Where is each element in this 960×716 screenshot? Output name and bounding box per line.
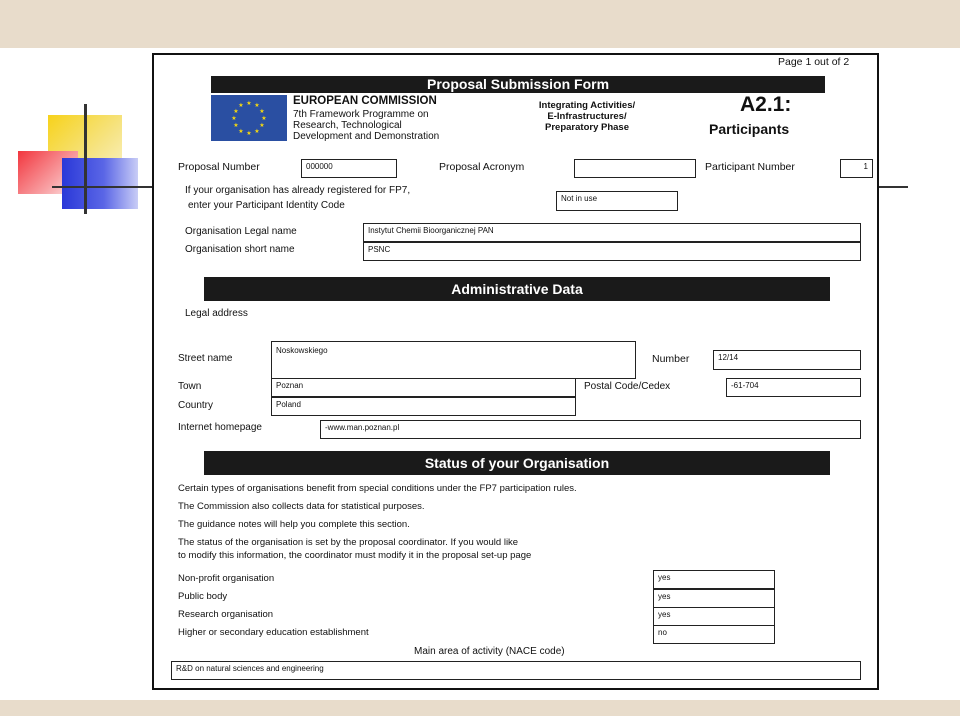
status-bar: Status of your Organisation: [204, 451, 830, 475]
page-indicator: Page 1 out of 2: [778, 56, 850, 68]
svg-text:★: ★: [254, 102, 260, 109]
pic-instruction-line-1: If your organisation has already registered for FP7,: [185, 185, 411, 196]
svg-text:★: ★: [259, 122, 265, 129]
postal-code-field[interactable]: -61-704: [726, 378, 861, 397]
programme-line-2: Research, Technological: [293, 120, 402, 131]
short-name-label: Organisation short name: [185, 244, 295, 255]
activity-block: [517, 100, 657, 133]
svg-text:★: ★: [261, 115, 267, 122]
proposal-form: [152, 53, 879, 690]
svg-text:★: ★: [246, 100, 252, 107]
participant-number-label: Participant Number: [705, 161, 795, 173]
status-text-line-2: The Commission also collects data for statistical purposes.: [178, 501, 425, 512]
status-row-label-nonprofit: Non-profit organisation: [178, 573, 275, 584]
nace-field[interactable]: R&D on natural sciences and engineering: [171, 661, 861, 680]
activity-line-1: Integrating Activities/: [538, 100, 636, 111]
pic-field[interactable]: Not in use: [556, 191, 678, 211]
postal-code-label: Postal Code/Cedex: [584, 381, 671, 392]
decor-blue-square: [62, 158, 138, 209]
country-label: Country: [178, 400, 214, 411]
administrative-data-bar: Administrative Data: [204, 277, 830, 301]
short-name-field[interactable]: PSNC: [363, 242, 861, 261]
eu-flag-icon: [211, 95, 287, 141]
status-text-line-4b: to modify this information, the coordinator must modify it in the proposal set-up page: [178, 550, 532, 561]
legal-address-label: Legal address: [185, 308, 248, 319]
slide-bottom-band: [0, 700, 960, 716]
street-field[interactable]: Noskowskiego: [271, 341, 636, 379]
number-label: Number: [652, 353, 690, 365]
svg-text:★: ★: [231, 115, 237, 122]
svg-text:★: ★: [246, 130, 252, 137]
status-row-label-research: Research organisation: [178, 609, 274, 620]
form-title-bar: Proposal Submission Form: [211, 76, 825, 93]
status-row-value-research[interactable]: yes: [653, 607, 775, 626]
street-label: Street name: [178, 353, 233, 364]
town-label: Town: [178, 381, 202, 392]
form-code: A2.1:: [740, 93, 792, 116]
country-field[interactable]: Poland: [271, 397, 576, 416]
svg-text:★: ★: [254, 128, 260, 135]
nace-label: Main area of activity (NACE code): [414, 646, 565, 657]
pic-instruction-line-2: enter your Participant Identity Code: [188, 200, 345, 211]
legal-name-label: Organisation Legal name: [185, 226, 297, 237]
homepage-field[interactable]: -www.man.poznan.pl: [320, 420, 861, 439]
activity-line-2: E-Infrastructures/: [547, 111, 627, 122]
programme-line-3: Development and Demonstration: [293, 131, 440, 142]
homepage-label: Internet homepage: [178, 422, 262, 433]
number-field[interactable]: 12/14: [713, 350, 861, 370]
status-row-value-nonprofit[interactable]: yes: [653, 570, 775, 589]
proposal-acronym-label: Proposal Acronym: [439, 161, 525, 173]
status-row-value-education[interactable]: no: [653, 625, 775, 644]
svg-text:★: ★: [233, 108, 239, 115]
status-row-label-public-body: Public body: [178, 591, 228, 602]
participant-number-field[interactable]: 1: [840, 159, 873, 178]
programme-line-1: 7th Framework Programme on: [293, 109, 429, 120]
legal-name-field[interactable]: Instytut Chemii Bioorganicznej PAN: [363, 223, 861, 242]
svg-text:★: ★: [238, 128, 244, 135]
eu-stars-icon: [211, 95, 287, 141]
status-row-value-public-body[interactable]: yes: [653, 589, 775, 608]
form-name: Participants: [709, 121, 790, 137]
decor-vertical-line: [84, 104, 87, 214]
slide-top-band: [0, 0, 960, 48]
status-text-line-3: The guidance notes will help you complete this section.: [178, 519, 410, 530]
status-text-line-4a: The status of the organisation is set by the proposal coordinator. If you would like: [178, 537, 519, 548]
proposal-number-field[interactable]: 000000: [301, 159, 397, 178]
town-field[interactable]: Poznan: [271, 378, 576, 397]
activity-line-3: Preparatory Phase: [545, 122, 629, 133]
svg-text:★: ★: [238, 102, 244, 109]
commission-name: EUROPEAN COMMISSION: [293, 95, 437, 107]
proposal-number-label: Proposal Number: [178, 161, 260, 173]
svg-text:★: ★: [233, 122, 239, 129]
status-row-label-education: Higher or secondary education establishment: [178, 627, 369, 638]
status-text-line-1: Certain types of organisations benefit from special conditions under the FP7 participation rules.: [178, 483, 577, 494]
proposal-acronym-field[interactable]: [574, 159, 696, 178]
svg-text:★: ★: [259, 108, 265, 115]
